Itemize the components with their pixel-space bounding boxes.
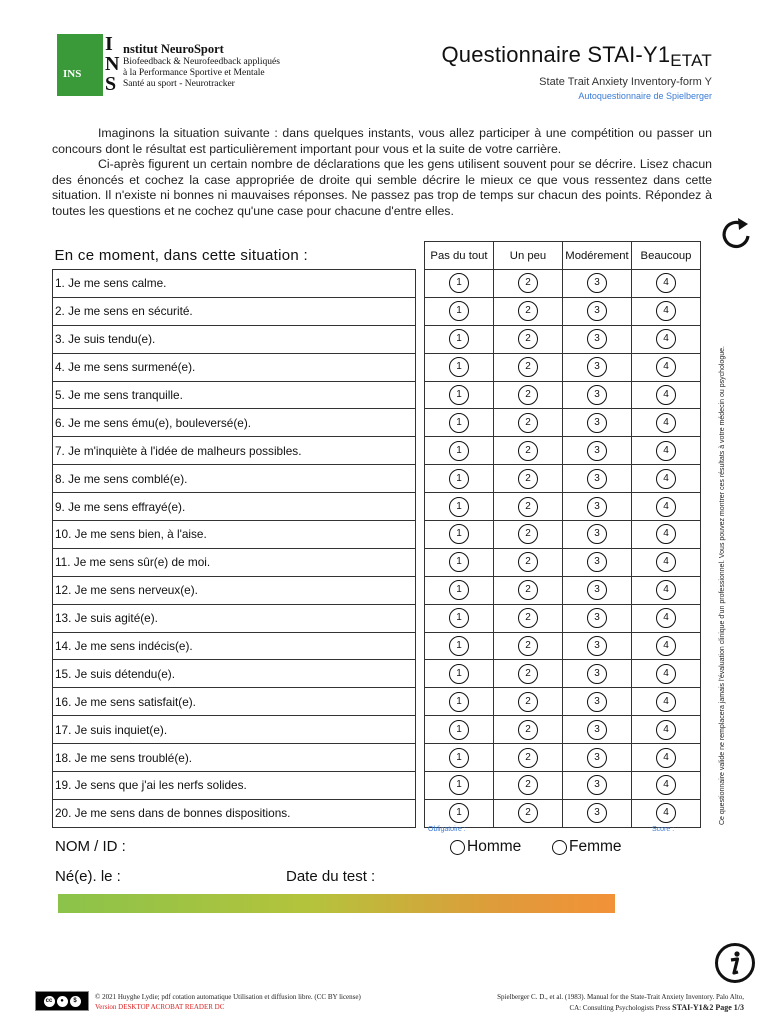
answer-cell <box>632 632 701 660</box>
answer-cell <box>425 521 494 549</box>
answer-cell <box>563 409 632 437</box>
logo-line: à la Performance Sportive et Mentale <box>123 68 265 78</box>
femme-radio[interactable] <box>552 838 622 856</box>
answer-option[interactable]: 1 <box>449 497 469 517</box>
table-header-question: En ce moment, dans cette situation : <box>54 246 308 264</box>
answer-cell <box>425 799 494 827</box>
answer-cell <box>563 548 632 576</box>
answer-cell <box>632 576 701 604</box>
question-text: 19. Je sens que j'ai les nerfs solides. <box>53 772 416 800</box>
answer-cell <box>425 744 494 772</box>
answer-cell <box>425 548 494 576</box>
answer-option[interactable]: 4 <box>656 497 676 517</box>
answer-cell <box>563 744 632 772</box>
answer-cell <box>425 688 494 716</box>
answer-cell <box>563 297 632 325</box>
column-header-moderement: Modérement <box>563 242 632 270</box>
answer-option[interactable]: 4 <box>656 357 676 377</box>
reference-text: Spielberger C. D., et al. (1983). Manual for the State-Trait Anxiety Inventory. Palo Alto, <box>497 993 744 1001</box>
logo-line: Santé au sport - Neurotracker <box>123 79 235 89</box>
answer-cell <box>425 325 494 353</box>
answer-option[interactable]: 2 <box>518 301 538 321</box>
answer-cell <box>494 576 563 604</box>
answer-option[interactable]: 2 <box>518 636 538 656</box>
answer-cell <box>632 799 701 827</box>
answer-cell <box>632 381 701 409</box>
answer-option[interactable]: 4 <box>656 329 676 349</box>
instructions-paragraph: Imaginons la situation suivante : dans quelques instants, vous allez participer à une compétition ou passer un concours dont le résultat est particulièrement important pour vous et la suite de votre carrière. <box>52 126 712 156</box>
logo-green-box <box>57 34 103 96</box>
answer-cell <box>425 297 494 325</box>
answer-option[interactable]: 1 <box>449 664 469 684</box>
column-header-un-peu: Un peu <box>494 242 563 270</box>
answer-cell <box>425 576 494 604</box>
answer-option[interactable]: 3 <box>587 329 607 349</box>
answer-option[interactable]: 4 <box>656 413 676 433</box>
answer-cell <box>632 521 701 549</box>
answer-cell <box>425 381 494 409</box>
answer-option[interactable]: 3 <box>587 608 607 628</box>
answer-cell <box>425 270 494 298</box>
answer-cell <box>632 325 701 353</box>
answer-cell <box>494 660 563 688</box>
answer-cell <box>494 409 563 437</box>
answer-option[interactable]: 1 <box>449 469 469 489</box>
answer-cell <box>563 325 632 353</box>
answer-cell <box>425 604 494 632</box>
answer-cell <box>563 688 632 716</box>
answer-cell <box>632 493 701 521</box>
answer-cell <box>494 493 563 521</box>
answer-cell <box>494 270 563 298</box>
table-row <box>53 437 701 465</box>
answer-option[interactable]: 4 <box>656 580 676 600</box>
question-text: 3. Je suis tendu(e). <box>53 325 416 353</box>
answer-cell <box>494 353 563 381</box>
instructions <box>52 126 712 220</box>
answer-option[interactable]: 3 <box>587 580 607 600</box>
answer-option[interactable]: 1 <box>449 357 469 377</box>
score-label: Score : <box>652 826 675 833</box>
answer-option[interactable]: 1 <box>449 413 469 433</box>
nc-icon: $ <box>70 996 81 1007</box>
question-text: 20. Je me sens dans de bonnes dispositions. <box>53 799 416 827</box>
page-subtitle: State Trait Anxiety Inventory-form Y <box>539 76 712 88</box>
question-text: 12. Je me sens nerveux(e). <box>53 576 416 604</box>
answer-cell <box>425 437 494 465</box>
answer-option[interactable]: 3 <box>587 748 607 768</box>
table-row <box>53 688 701 716</box>
question-text: 9. Je me sens effrayé(e). <box>53 493 416 521</box>
table-row <box>53 521 701 549</box>
answer-option[interactable]: 4 <box>656 608 676 628</box>
table-row <box>53 576 701 604</box>
answer-option[interactable]: 4 <box>656 636 676 656</box>
answer-cell <box>632 353 701 381</box>
answer-option[interactable]: 3 <box>587 497 607 517</box>
answer-option[interactable]: 4 <box>656 469 676 489</box>
answer-cell <box>494 325 563 353</box>
answer-cell <box>425 493 494 521</box>
answer-cell <box>632 270 701 298</box>
question-text: 11. Je me sens sûr(e) de moi. <box>53 548 416 576</box>
side-note <box>719 340 729 825</box>
answer-cell <box>632 660 701 688</box>
refresh-icon[interactable] <box>718 216 754 252</box>
answer-option[interactable]: 3 <box>587 273 607 293</box>
answer-cell <box>632 437 701 465</box>
answer-option[interactable]: 3 <box>587 469 607 489</box>
answer-option[interactable]: 2 <box>518 552 538 572</box>
answer-cell <box>425 353 494 381</box>
instructions-paragraph: Ci-après figurent un certain nombre de déclarations que les gens utilisent souvent pour se décrire. Lisez chacun des énoncés et cochez la case appropriée de droite qui semble décrire le mieux ce que vous ressentez dans cette situation. Il n'existe ni bonnes ni mauvaises réponses. Ne passez pas trop de temps sur chacun des points. Répondez à toutes les questions et ne cochez qu'une case pour chacune d'entre elles. <box>52 157 712 218</box>
question-text: 10. Je me sens bien, à l'aise. <box>53 521 416 549</box>
side-note-text: Ce questionnaire valide ne remplacera jamais l'évaluation clinique d'un professionnel. Vous pouvez montrer ces résultats à votre médecin ou psychologue. <box>719 346 726 825</box>
question-text: 6. Je me sens ému(e), bouleversé(e). <box>53 409 416 437</box>
answer-option[interactable]: 3 <box>587 692 607 712</box>
answer-option[interactable]: 3 <box>587 301 607 321</box>
question-text: 18. Je me sens troublé(e). <box>53 744 416 772</box>
question-text: 14. Je me sens indécis(e). <box>53 632 416 660</box>
answer-cell <box>563 270 632 298</box>
answer-option[interactable]: 2 <box>518 720 538 740</box>
answer-option[interactable]: 1 <box>449 803 469 823</box>
answer-option[interactable]: 2 <box>518 803 538 823</box>
answer-option[interactable]: 2 <box>518 775 538 795</box>
answer-option[interactable]: 4 <box>656 273 676 293</box>
answer-cell <box>494 716 563 744</box>
answer-cell <box>425 409 494 437</box>
answer-option[interactable]: 3 <box>587 775 607 795</box>
info-icon[interactable] <box>714 942 756 984</box>
answer-cell <box>632 744 701 772</box>
answer-option[interactable]: 1 <box>449 301 469 321</box>
obligatoire-label: Obligatoire : <box>428 826 466 833</box>
table-row <box>53 465 701 493</box>
answer-cell <box>563 799 632 827</box>
answer-option[interactable]: 1 <box>449 636 469 656</box>
answer-cell <box>632 772 701 800</box>
table-row <box>53 660 701 688</box>
table-row <box>53 353 701 381</box>
table-row <box>53 297 701 325</box>
answer-cell <box>494 465 563 493</box>
column-header-pas-du-tout: Pas du tout <box>425 242 494 270</box>
cc-license-badge <box>35 991 89 1011</box>
answer-cell <box>563 660 632 688</box>
answer-option[interactable]: 2 <box>518 692 538 712</box>
answer-option[interactable]: 4 <box>656 720 676 740</box>
answer-option[interactable]: 2 <box>518 748 538 768</box>
answer-cell <box>494 437 563 465</box>
answer-cell <box>494 744 563 772</box>
answer-option[interactable]: 2 <box>518 608 538 628</box>
table-row <box>53 799 701 827</box>
answer-cell <box>563 604 632 632</box>
answer-option[interactable]: 3 <box>587 720 607 740</box>
radio-circle[interactable] <box>552 840 567 855</box>
answer-option[interactable]: 1 <box>449 524 469 544</box>
test-date-label: Date du test : <box>286 868 376 885</box>
answer-option[interactable]: 4 <box>656 441 676 461</box>
logo-name: nstitut NeuroSport <box>123 42 224 56</box>
answer-cell <box>494 297 563 325</box>
logo-letters: I N S <box>105 33 120 95</box>
answer-cell <box>632 297 701 325</box>
answer-option[interactable]: 2 <box>518 413 538 433</box>
table-row <box>53 744 701 772</box>
answer-cell <box>563 521 632 549</box>
answer-option[interactable]: 1 <box>449 748 469 768</box>
answer-cell <box>563 437 632 465</box>
table-row <box>53 772 701 800</box>
column-header-beaucoup: Beaucoup <box>632 242 701 270</box>
answer-option[interactable]: 1 <box>449 775 469 795</box>
answer-option[interactable]: 2 <box>518 273 538 293</box>
answer-option[interactable]: 1 <box>449 608 469 628</box>
answer-option[interactable]: 1 <box>449 720 469 740</box>
answer-cell <box>494 381 563 409</box>
answer-cell <box>494 521 563 549</box>
answer-option[interactable]: 1 <box>449 385 469 405</box>
answer-option[interactable]: 4 <box>656 524 676 544</box>
answer-cell <box>494 632 563 660</box>
answer-option[interactable]: 2 <box>518 497 538 517</box>
answer-option[interactable]: 4 <box>656 385 676 405</box>
question-text: 15. Je suis détendu(e). <box>53 660 416 688</box>
answer-cell <box>563 493 632 521</box>
answer-cell <box>563 353 632 381</box>
answer-option[interactable]: 2 <box>518 524 538 544</box>
answer-option[interactable]: 2 <box>518 469 538 489</box>
answer-option[interactable]: 2 <box>518 385 538 405</box>
answer-cell <box>632 548 701 576</box>
answer-option[interactable]: 4 <box>656 692 676 712</box>
answer-cell <box>494 688 563 716</box>
table-row <box>53 409 701 437</box>
answer-option[interactable]: 4 <box>656 748 676 768</box>
page-subsubtitle: Autoquestionnaire de Spielberger <box>578 91 712 101</box>
answer-option[interactable]: 4 <box>656 803 676 823</box>
answer-option[interactable]: 2 <box>518 664 538 684</box>
answer-option[interactable]: 3 <box>587 524 607 544</box>
answer-option[interactable]: 3 <box>587 385 607 405</box>
answer-cell <box>632 465 701 493</box>
answer-option[interactable]: 2 <box>518 441 538 461</box>
answer-option[interactable]: 4 <box>656 552 676 572</box>
answer-option[interactable]: 1 <box>449 580 469 600</box>
question-text: 7. Je m'inquiète à l'idée de malheurs possibles. <box>53 437 416 465</box>
table-row <box>53 270 701 298</box>
answer-cell <box>425 716 494 744</box>
question-text: 4. Je me sens surmené(e). <box>53 353 416 381</box>
reference-text-page: CA: Consulting Psychologists Press STAI-Y1&2 Page 1/3 <box>569 1003 744 1012</box>
radio-circle[interactable] <box>450 840 465 855</box>
table-row <box>53 632 701 660</box>
answer-cell <box>563 576 632 604</box>
answer-option[interactable]: 3 <box>587 441 607 461</box>
table-row <box>53 381 701 409</box>
table-row <box>53 716 701 744</box>
homme-radio[interactable] <box>450 838 521 856</box>
question-text: 17. Je suis inquiet(e). <box>53 716 416 744</box>
questionnaire-table <box>52 241 701 828</box>
answer-cell <box>563 772 632 800</box>
answer-option[interactable]: 3 <box>587 803 607 823</box>
answer-option[interactable]: 2 <box>518 357 538 377</box>
question-text: 1. Je me sens calme. <box>53 270 416 298</box>
score-gradient-bar <box>58 894 615 913</box>
nom-id-label: NOM / ID : <box>55 838 126 855</box>
version-text: Version DESKTOP ACROBAT READER DC <box>95 1003 225 1011</box>
institut-logo <box>57 34 287 96</box>
answer-cell <box>563 381 632 409</box>
table-row <box>53 604 701 632</box>
copyright-text: © 2021 Huyghe Lydie; pdf cotation automatique Utilisation et diffusion libre. (CC BY license) <box>95 993 361 1001</box>
answer-cell <box>425 772 494 800</box>
page-number: STAI-Y1&2 Page 1/3 <box>672 1003 744 1012</box>
answer-cell <box>632 716 701 744</box>
answer-cell <box>494 799 563 827</box>
answer-cell <box>563 632 632 660</box>
answer-option[interactable]: 4 <box>656 301 676 321</box>
answer-option[interactable]: 4 <box>656 775 676 795</box>
answer-option[interactable]: 1 <box>449 329 469 349</box>
answer-cell <box>425 632 494 660</box>
answer-option[interactable]: 3 <box>587 357 607 377</box>
answer-cell <box>494 772 563 800</box>
answer-option[interactable]: 1 <box>449 552 469 572</box>
answer-cell <box>494 548 563 576</box>
answer-option[interactable]: 1 <box>449 441 469 461</box>
answer-cell <box>425 660 494 688</box>
homme-label: Homme <box>467 838 522 855</box>
table-row <box>53 325 701 353</box>
table-row <box>53 493 701 521</box>
answer-option[interactable]: 3 <box>587 636 607 656</box>
answer-cell <box>632 688 701 716</box>
answer-option[interactable]: 3 <box>587 413 607 433</box>
date-of-birth-label: Né(e). le : <box>55 868 121 885</box>
by-icon: ● <box>57 996 68 1007</box>
cc-icon: cc <box>44 996 55 1007</box>
answer-option[interactable]: 2 <box>518 580 538 600</box>
question-text: 13. Je suis agité(e). <box>53 604 416 632</box>
answer-option[interactable]: 3 <box>587 664 607 684</box>
answer-cell <box>425 465 494 493</box>
answer-option[interactable]: 2 <box>518 329 538 349</box>
answer-option[interactable]: 1 <box>449 273 469 293</box>
answer-cell <box>563 465 632 493</box>
logo-line: Biofeedback & Neurofeedback appliqués <box>123 57 280 67</box>
question-text: 16. Je me sens satisfait(e). <box>53 688 416 716</box>
femme-label: Femme <box>569 838 622 855</box>
page-title: Questionnaire STAI-Y1ETAT <box>441 42 712 70</box>
answer-option[interactable]: 4 <box>656 664 676 684</box>
question-text: 8. Je me sens comblé(e). <box>53 465 416 493</box>
answer-option[interactable]: 1 <box>449 692 469 712</box>
answer-cell <box>632 604 701 632</box>
answer-option[interactable]: 3 <box>587 552 607 572</box>
logo-box-text: INS <box>63 68 82 80</box>
question-text: 5. Je me sens tranquille. <box>53 381 416 409</box>
answer-cell <box>563 716 632 744</box>
table-row <box>53 548 701 576</box>
table-header-row <box>53 242 701 270</box>
answer-cell <box>632 409 701 437</box>
answer-cell <box>494 604 563 632</box>
question-text: 2. Je me sens en sécurité. <box>53 297 416 325</box>
